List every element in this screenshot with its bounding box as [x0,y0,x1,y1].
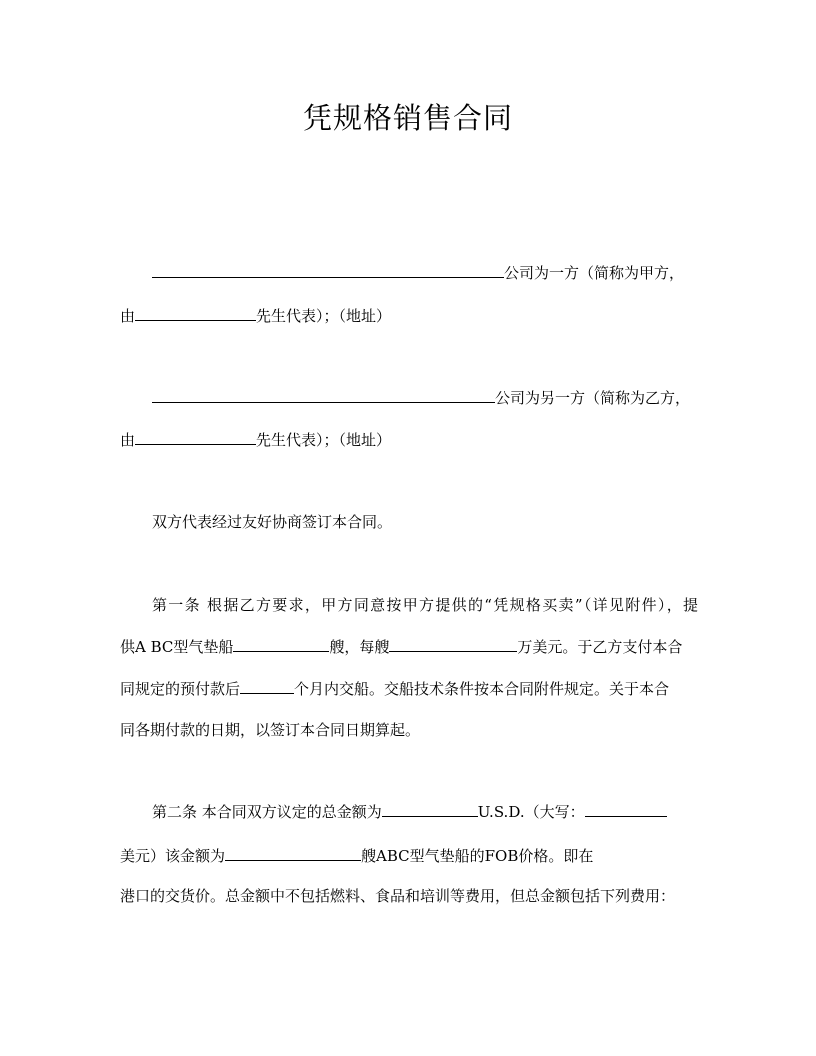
party-b-line-2-text: 先生代表）；（地址） [256,431,392,449]
party-a-line-1-text: 公司为一方（简称为甲方， [504,264,685,282]
intro-paragraph: 双方代表经过友好协商签订本合同。 [152,513,393,531]
article-2-total-text: 第二条 本合同双方议定的总金额为 [152,803,382,821]
amount-in-words-blank [585,801,667,817]
article-1-model-text: 供A BC型气垫船 [120,638,234,656]
party-b-line-1 [152,387,732,408]
article-1-delivery-text: 个月内交船。交船技术条件按本合同附件规定。关于本合 [294,680,670,698]
vessel-quantity-blank [225,845,361,861]
article-2-usd-text: U.S.D.（大写： [477,803,585,821]
unit-price-blank [389,636,517,652]
article-1-each-text: 艘，每艘 [329,638,390,656]
party-a-by: 由 [120,307,136,325]
article-1-price-text: 万美元。于乙方支付本合 [517,638,683,656]
article-2-line-2 [120,845,700,866]
article-2-amount-text: 美元）该金额为 [120,847,226,865]
party-b-line-2 [120,429,700,450]
party-a-company-blank [152,262,504,278]
article-1-line-2 [120,636,700,657]
article-1-line-3 [120,678,700,699]
party-a-line-2 [120,305,700,326]
article-2-line-1 [152,801,732,822]
party-b-line-1-text: 公司为另一方（简称为乙方， [495,389,691,407]
vessel-count-blank [233,636,329,652]
contract-title: 凭规格销售合同 [302,101,513,135]
party-a-line-1 [152,262,732,283]
article-2-line-3: 港口的交货价。总金额中不包括燃料、食品和培训等费用，但总金额包括下列费用： [120,887,676,905]
article-1-line-4: 同各期付款的日期，以签订本合同日期算起。 [120,721,421,739]
party-a-rep-blank [135,305,256,321]
article-1-line-1: 第一条 根据乙方要求，甲方同意按甲方提供的“凭规格买卖”（详见附件），提 [152,596,698,614]
article-2-fob-text: 艘ABC型气垫船的FOB价格。即在 [361,847,594,865]
party-a-line-2-text: 先生代表）；（地址） [256,307,392,325]
total-amount-blank [382,801,478,817]
party-b-company-blank [152,387,495,403]
article-1-prepay-text: 同规定的预付款后 [120,680,241,698]
party-b-by: 由 [120,431,136,449]
months-blank [240,678,294,694]
party-b-rep-blank [135,429,256,445]
